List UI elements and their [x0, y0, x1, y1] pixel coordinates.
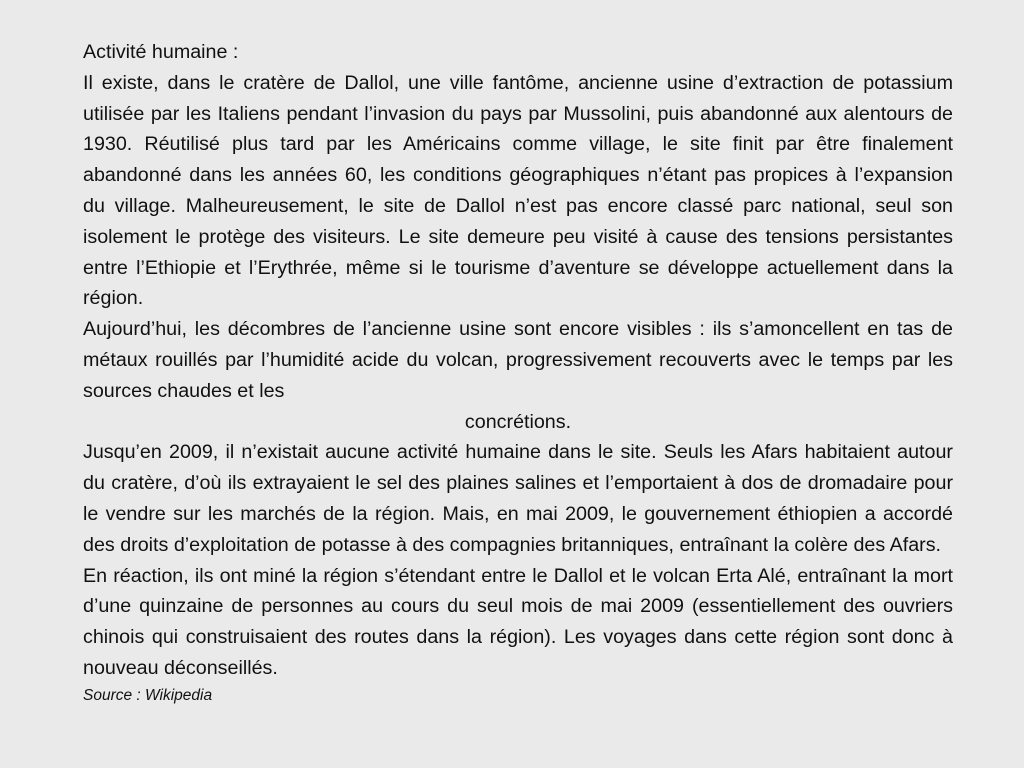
paragraph-history: Il existe, dans le cratère de Dallol, une ville fantôme, ancienne usine d’extraction de potassium utilisée par les Italiens pendant l’invasion du pays par Mussolini, puis abandonné aux alentours de 1930. Réutilisé plus tard par les Américains comme village, le site finit par être finalement abandonné dans les années 60, les conditions géographiques n’étant pas propices à l’expansion du village. Malheureusement, le site de Dallol n’est pas encore classé parc national, seul son isolement le protège des visiteurs. Le site demeure peu visité à cause des tensions persistantes entre l’Ethiopie et l’Erythrée, même si le tourisme d’aventure se développe actuellement dans la région.: [83, 71, 953, 310]
source-citation: Source : Wikipedia: [83, 686, 213, 704]
paragraph-afars: Jusqu’en 2009, il n’existait aucune activité humaine dans le site. Seuls les Afars habitaient autour du cratère, d’où ils extrayaient le sel des plaines salines et l’emportaient à dos de dromadaire pour le vendre sur les marchés de la région. Mais, en mai 2009, le gouvernement éthiopien a accordé des droits d’exploitation de potasse à des compagnies britanniques, entraînant la colère des Afars.: [83, 441, 953, 556]
section-heading: Activité humaine :: [83, 41, 239, 63]
text-block: [83, 37, 953, 708]
paragraph-ruins-end: concrétions.: [464, 410, 572, 433]
paragraph-reaction: En réaction, ils ont miné la région s’étendant entre le Dallol et le volcan Erta Alé, entraînant la mort d’une quinzaine de personnes au cours du seul mois de mai 2009 (essentiellement des ouvriers chinois qui construisaient des routes dans la région). Les voyages dans cette région sont donc à nouveau déconseillés.: [83, 564, 953, 679]
paragraph-ruins: Aujourd’hui, les décombres de l’ancienne usine sont encore visibles : ils s’amoncellent en tas de métaux rouillés par l’humidité acide du volcan, progressivement recouverts avec le temps par les sources chaudes et les: [83, 318, 953, 402]
